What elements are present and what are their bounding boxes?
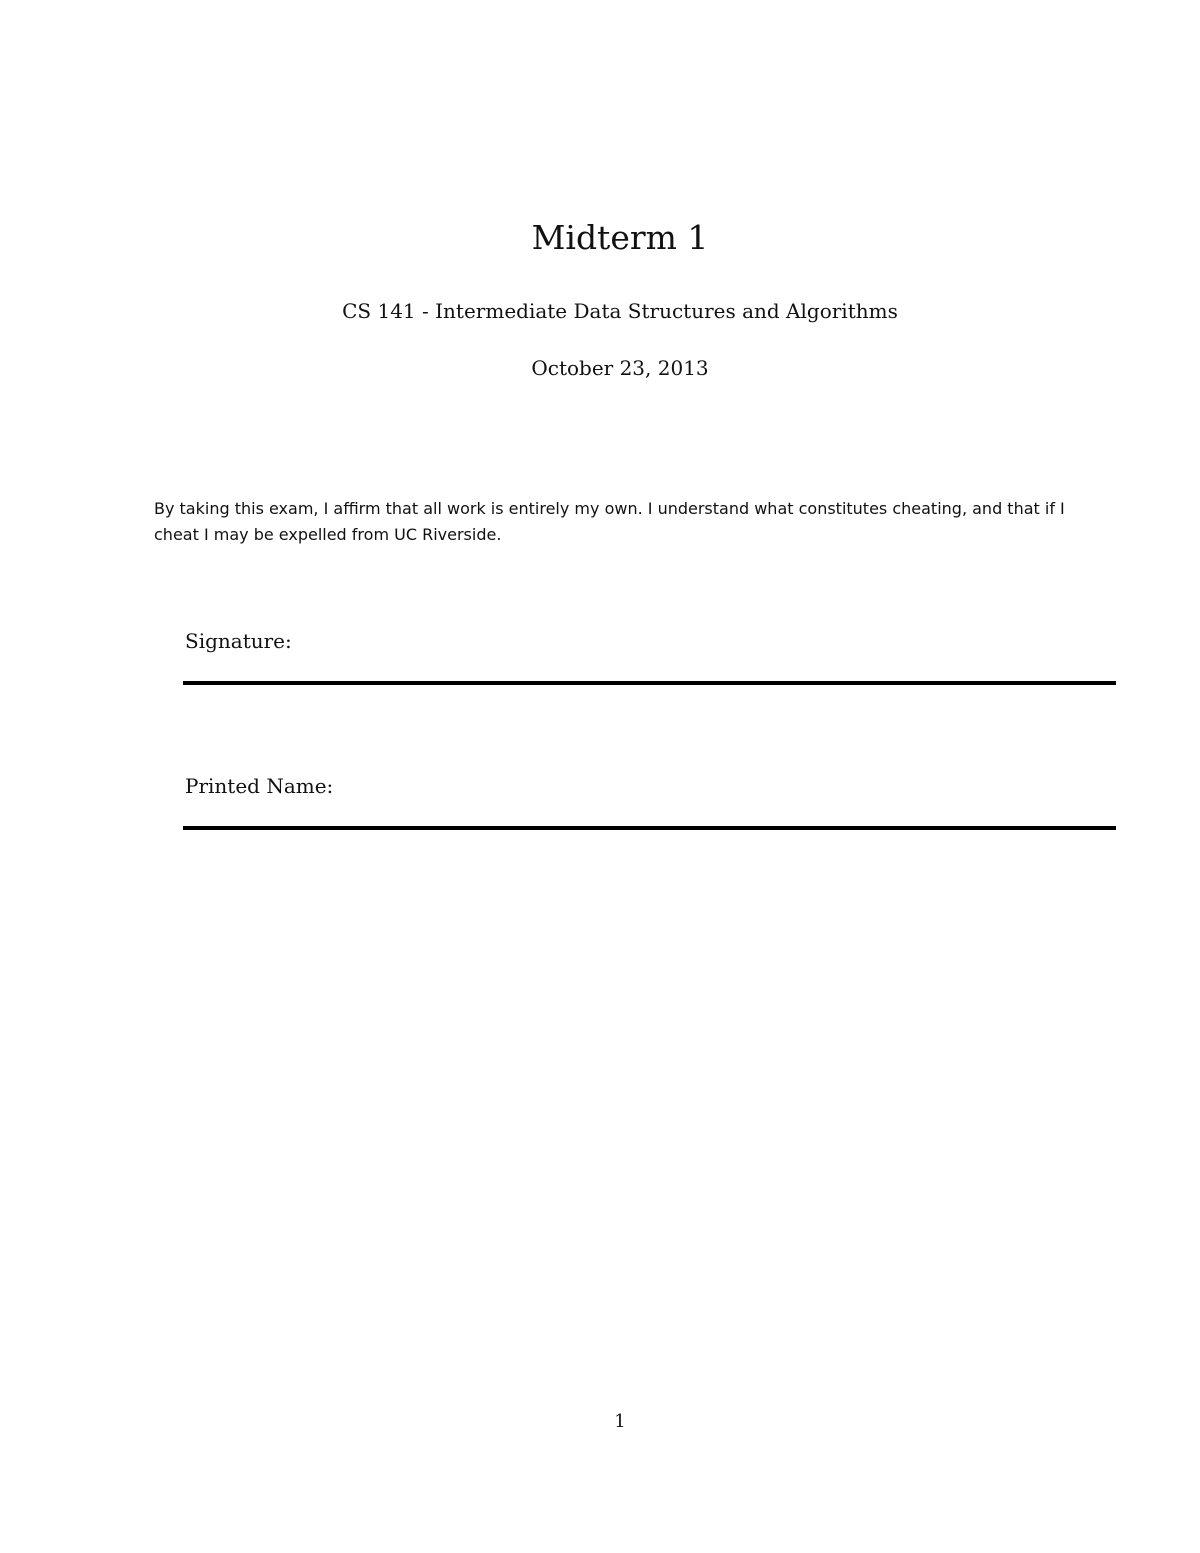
printed-name-line[interactable] bbox=[183, 826, 1116, 830]
academic-integrity-statement: By taking this exam, I affirm that all work is entirely my own. I understand what constitutes cheating, and that if I cheat I may be expelled from UC Riverside. bbox=[154, 499, 1065, 544]
course-name: CS 141 - Intermediate Data Structures and Algorithms bbox=[342, 299, 898, 323]
printed-name-label: Printed Name: bbox=[185, 774, 334, 798]
signature-label: Signature: bbox=[185, 629, 292, 653]
exam-date: October 23, 2013 bbox=[531, 356, 709, 380]
exam-title: Midterm 1 bbox=[531, 218, 709, 257]
page-number: 1 bbox=[614, 1411, 626, 1432]
signature-line[interactable] bbox=[183, 681, 1116, 685]
